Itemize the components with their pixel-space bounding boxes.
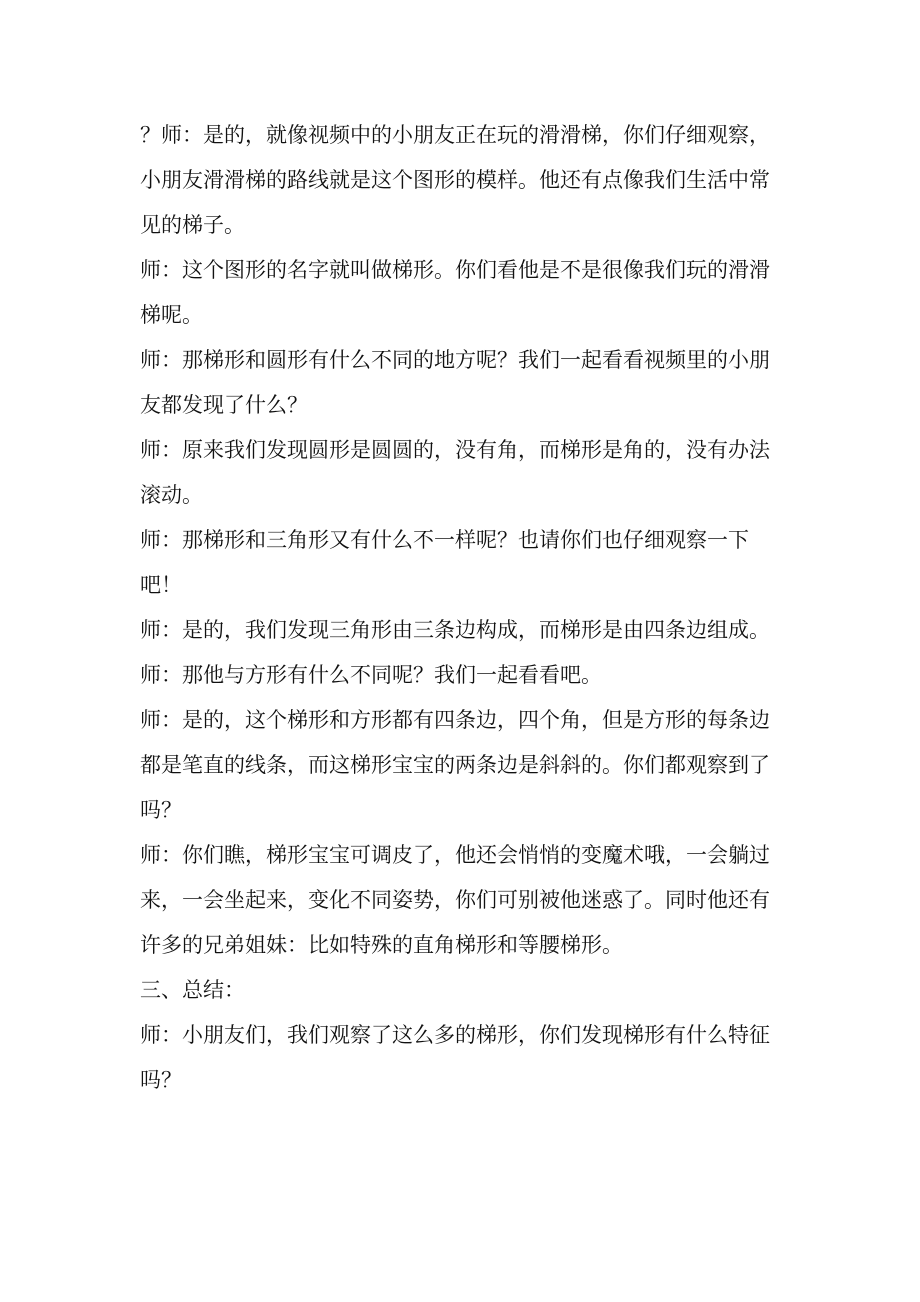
text-line: 许多的兄弟姐妹：比如特殊的直角梯形和等腰梯形。 [140, 933, 623, 957]
text-line: 梯呢。 [140, 303, 203, 327]
text-line: 吗？ [140, 798, 182, 822]
text-line: 来，一会坐起来，变化不同姿势，你们可别被他迷惑了。同时他还有 [140, 888, 770, 912]
text-line: 小朋友滑滑梯的路线就是这个图形的模样。他还有点像我们生活中常 [140, 168, 770, 192]
text-line: 师：那梯形和圆形有什么不同的地方呢？我们一起看看视频里的小朋 [140, 348, 770, 372]
text-line: 师：这个图形的名字就叫做梯形。你们看他是不是很像我们玩的滑滑 [140, 258, 770, 282]
paragraph-4 [140, 428, 785, 518]
paragraph-7 [140, 653, 785, 698]
text-line: 师：是的，这个梯形和方形都有四条边，四个角，但是方形的每条边 [140, 708, 770, 732]
heading-line: 三、总结： [140, 978, 245, 1002]
text-line: 师：那他与方形有什么不同呢？我们一起看看吧。 [140, 663, 602, 687]
text-line: 师：是的，我们发现三角形由三条边构成，而梯形是由四条边组成。 [140, 618, 770, 642]
text-line: 师：小朋友们，我们观察了这么多的梯形，你们发现梯形有什么特征 [140, 1023, 770, 1047]
text-line: 都是笔直的线条，而这梯形宝宝的两条边是斜斜的。你们都观察到了 [140, 753, 770, 777]
paragraph-5 [140, 518, 785, 608]
text-line: 师：你们瞧，梯形宝宝可调皮了，他还会悄悄的变魔术哦，一会躺过 [140, 843, 770, 867]
text-line: 师：原来我们发现圆形是圆圆的，没有角，而梯形是角的，没有办法 [140, 438, 770, 462]
paragraph-2 [140, 248, 785, 338]
text-line: 吗？ [140, 1068, 182, 1092]
paragraph-9 [140, 833, 785, 968]
text-line: ？师：是的，就像视频中的小朋友正在玩的滑滑梯，你们仔细观察， [140, 123, 770, 147]
paragraph-10 [140, 1013, 785, 1103]
text-line: 师：那梯形和三角形又有什么不一样呢？也请你们也仔细观察一下 [140, 528, 749, 552]
paragraph-8 [140, 698, 785, 833]
paragraph-6 [140, 608, 785, 653]
section-heading [140, 968, 785, 1013]
text-line: 吧！ [140, 573, 182, 597]
document-body [140, 113, 785, 1103]
text-line: 滚动。 [140, 483, 203, 507]
paragraph-3 [140, 338, 785, 428]
paragraph-1 [140, 113, 785, 248]
text-line: 见的梯子。 [140, 213, 245, 237]
text-line: 友都发现了什么？ [140, 393, 308, 417]
